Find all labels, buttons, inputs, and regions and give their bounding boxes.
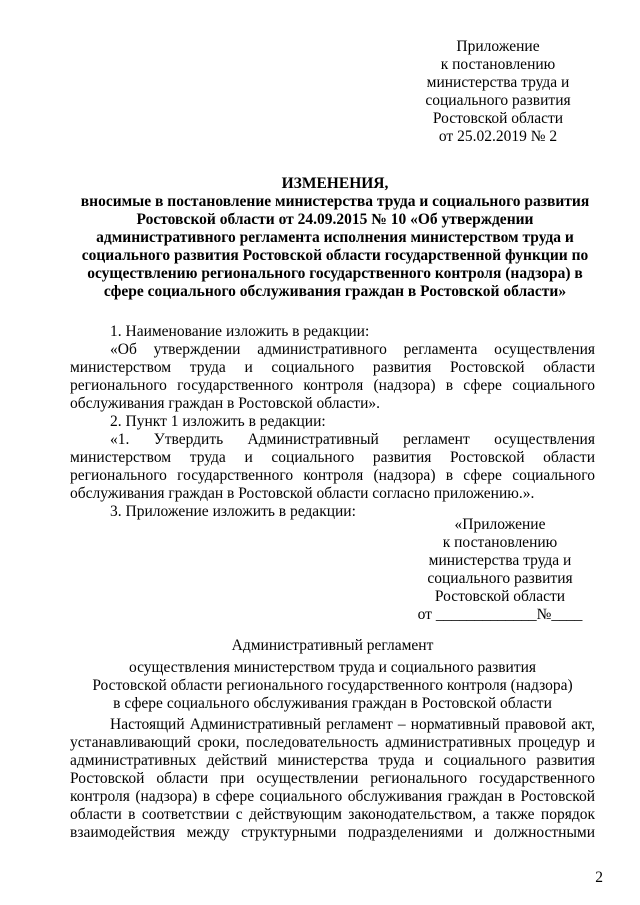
body-line: области в соответствии с действующим законодательством, а также порядок xyxy=(70,806,595,823)
changes-title: ИЗМЕНЕНИЯ, xyxy=(281,175,389,192)
inner-appendix-date-line: от _____________№____ xyxy=(417,606,583,623)
inner-appendix-line: к постановлению xyxy=(442,534,558,551)
item-1-text-line: министерством труда и социального развития Ростовской области xyxy=(70,359,595,376)
amendments-list xyxy=(70,323,595,521)
regulation-intro-paragraph xyxy=(70,716,595,842)
regulation-subtitle-line: в сфере социального обслуживания граждан в Ростовской области xyxy=(113,695,552,712)
item-1-text xyxy=(70,341,595,413)
item-1-text-line: обслуживания граждан в Ростовской области». xyxy=(70,395,380,412)
item-1-heading: 1. Наименование изложить в редакции: xyxy=(110,323,370,340)
item-2-text-line: регионального государственного контроля (надзора) в сфере социального xyxy=(70,467,595,484)
body-line: административных действий министерства труда и социального развития xyxy=(70,752,595,769)
item-2-text-line: министерством труда и социального развития Ростовской области xyxy=(70,449,595,466)
item-2-text-line: обслуживания граждан в Ростовской области согласно приложению.». xyxy=(70,485,535,502)
inner-appendix-line: социального развития xyxy=(427,570,573,587)
regulation-title: Административный регламент xyxy=(231,637,434,654)
body-line: взаимодействия между структурными подразделениями и должностными xyxy=(70,824,595,841)
item-1-text-line: регионального государственного контроля (надзора) в сфере социального xyxy=(70,377,595,394)
changes-subtitle-line: социального развития Ростовской области государственной функции по xyxy=(81,247,589,264)
appendix-line: к постановлению xyxy=(440,56,556,73)
changes-subtitle-line: вносимые в постановление министерства труда и социального развития xyxy=(80,193,590,210)
appendix-line: Ростовской области xyxy=(432,110,564,127)
appendix-line: Приложение xyxy=(456,38,540,55)
item-2-text xyxy=(70,431,595,503)
body-line: устанавливающий сроки, последовательность административных процедур и xyxy=(70,734,595,751)
inner-appendix-line: министерства труда и xyxy=(428,552,572,569)
appendix-header xyxy=(398,38,598,146)
changes-subtitle-line: административного регламента исполнения министерством труда и xyxy=(96,229,574,246)
changes-subtitle-line: сфере социального обслуживания граждан в Ростовской области» xyxy=(103,283,567,300)
inner-appendix-line: «Приложение xyxy=(454,516,546,533)
body-line: Настоящий Административный регламент – нормативный правовой акт, xyxy=(110,716,595,733)
changes-heading xyxy=(70,175,600,301)
item-2-text-line: «1. Утвердить Административный регламент осуществления xyxy=(110,431,595,448)
changes-subtitle-line: Ростовской области от 24.09.2015 № 10 «Об утверждении xyxy=(136,211,534,228)
item-3-heading: 3. Приложение изложить в редакции: xyxy=(110,503,356,520)
regulation-heading xyxy=(70,637,595,713)
body-line: Ростовской области при осуществлении регионального государственного xyxy=(70,770,595,787)
item-2-heading: 2. Пункт 1 изложить в редакции: xyxy=(110,413,326,430)
regulation-subtitle-line: Ростовской области регионального государственного контроля (надзора) xyxy=(92,677,573,694)
appendix-line: министерства труда и xyxy=(426,74,570,91)
changes-subtitle-line: осуществлению регионального государственного контроля (надзора) в xyxy=(87,265,583,282)
inner-appendix-line: Ростовской области xyxy=(434,588,566,605)
appendix-line: социального развития xyxy=(425,92,571,109)
regulation-subtitle-line: осуществления министерством труда и социального развития xyxy=(128,659,537,676)
appendix-date-line: от 25.02.2019 № 2 xyxy=(438,128,558,145)
body-line: контроля (надзора) в сфере социального обслуживания граждан в Ростовской xyxy=(70,788,595,805)
page-number: 2 xyxy=(595,869,603,886)
item-1-text-line: «Об утверждении административного регламента осуществления xyxy=(110,341,595,358)
inner-appendix-header xyxy=(400,516,600,624)
